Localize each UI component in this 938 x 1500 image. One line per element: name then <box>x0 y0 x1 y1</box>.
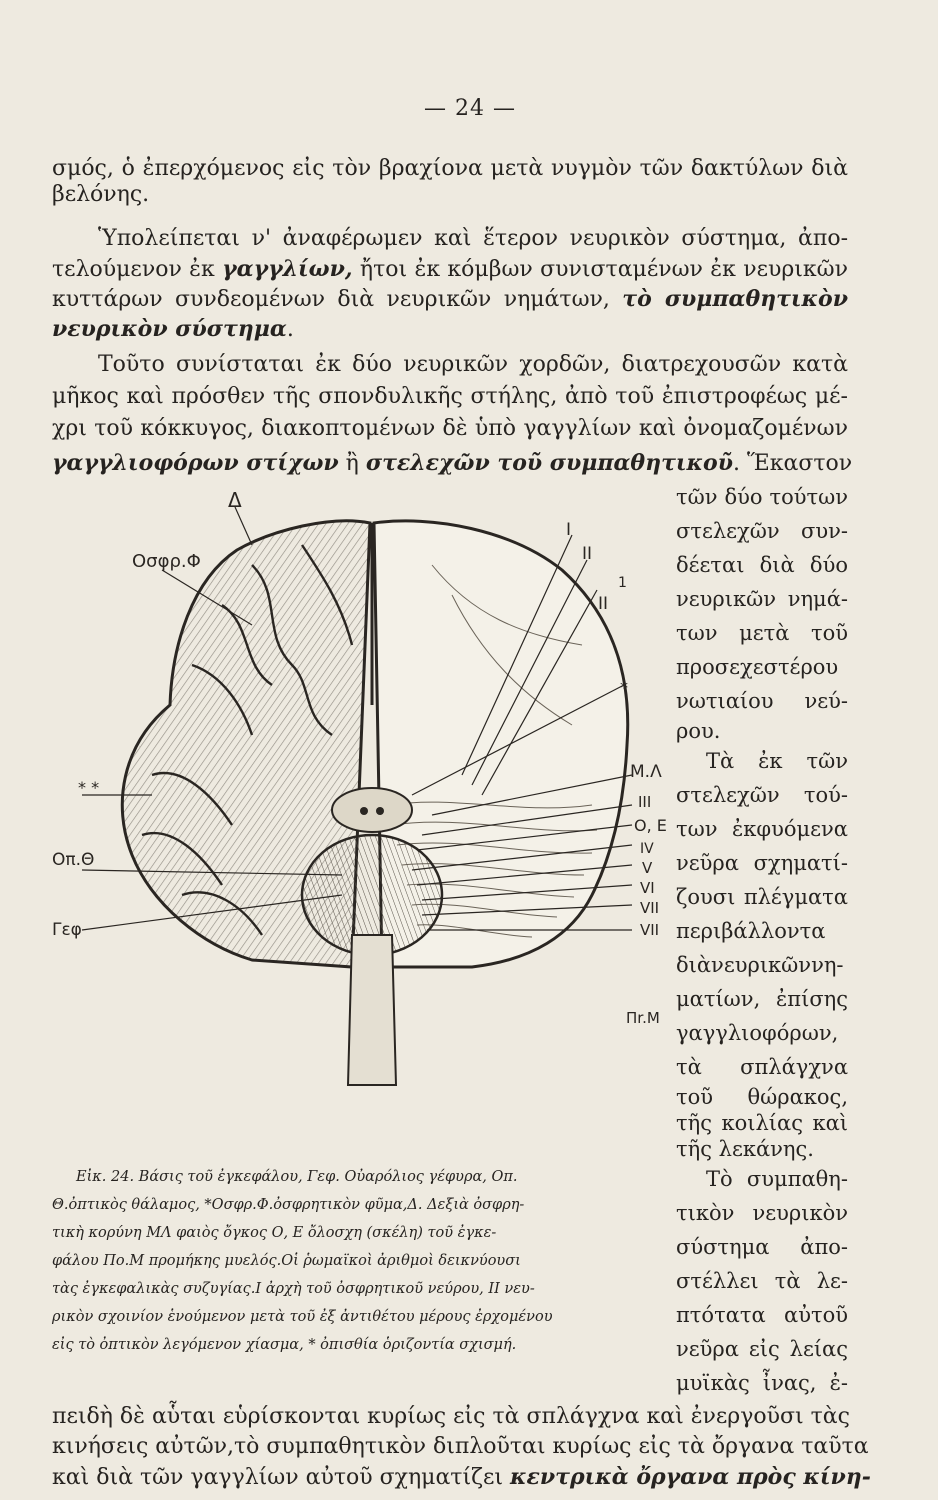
figure-caption-line: φάλου Πο.Μ προμήκης μυελός.Οἱ ῥωμαϊκοὶ ἀριθμοὶ δεικνύουσι <box>52 1253 521 1269</box>
text-line: κινήσεις αὐτῶν,τὸ συμπαθητικὸν διπλοῦται κυρίως εἰς τὰ ὄργανα ταῦτα <box>52 1434 869 1459</box>
side-text-line: τὰ σπλάγχνα <box>676 1055 848 1079</box>
text-line: μῆκος καὶ πρόσθεν τῆς σπονδυλικῆς στήλης, ἀπὸ τοῦ ἐπιστροφέως μέ- <box>52 384 848 409</box>
side-text-line: στελεχῶν τού- <box>676 783 848 807</box>
text-line: γαγγλιοφόρων στίχων ἢ στελεχῶν τοῦ συμπαθητικοῦ. Ἕκαστον <box>52 450 853 476</box>
figure-caption-line: Εἰκ. 24. Βάσις τοῦ ἐγκεφάλου, Γεφ. Οὐαρόλιος γέφυρα, Οπ. <box>76 1169 518 1185</box>
label-delta: Δ <box>228 488 242 512</box>
label-stars-left: * * <box>78 778 100 797</box>
figure-caption-line: ρικὸν σχοινίον ἑνούμενον μετὰ τοῦ ἐξ ἀντιθέτου μέρους ἐρχομένου <box>52 1309 553 1325</box>
label-olfactory-tubercle: Οσφρ.Φ <box>132 551 201 572</box>
label-star: * <box>620 678 628 697</box>
label-VI: VI <box>640 879 655 897</box>
side-text-line: περιβάλλοντα <box>676 919 826 943</box>
label-II: II <box>582 544 593 564</box>
side-text-line: ζουσι πλέγματα <box>676 885 848 909</box>
side-text-line: ρου. <box>676 719 721 743</box>
label-II-prime: II <box>598 594 609 614</box>
side-text-line: νωτιαίου νεύ- <box>676 689 848 713</box>
side-text-line: προσεχεστέρου <box>676 655 839 679</box>
emphasis-central-organs: κεντρικὰ ὄργανα πρὸς κίνη- <box>510 1464 871 1490</box>
side-text-line: Τὸ συμπαθη- <box>706 1167 848 1191</box>
text-line: Ὑπολείπεται ν' ἀναφέρωμεν καὶ ἕτερον νευρικὸν σύστημα, ἀπο- <box>98 226 848 251</box>
figure-caption-line: τὰς ἐγκεφαλικὰς συζυγίας.I ἀρχὴ τοῦ ὀσφρητικοῦ νεύρου, II νευ- <box>52 1281 535 1297</box>
label-ML: Μ.Λ <box>630 762 662 782</box>
optic-chiasm <box>332 788 412 832</box>
text-line: βελόνης. <box>52 182 150 207</box>
emphasis-sympathetic-trunks: στελεχῶν τοῦ συμπαθητικοῦ <box>365 450 733 476</box>
emphasis-ganglion: γαγγλίων, <box>222 256 353 282</box>
label-IV: IV <box>640 841 654 857</box>
side-text-line: τῆς λεκάνης. <box>676 1137 814 1161</box>
side-text-line: τῶν δύο τούτων <box>676 485 848 509</box>
side-text-line: τικὸν νευρικὸν <box>676 1201 848 1225</box>
side-text-line: νεῦρα σχηματί- <box>676 851 848 875</box>
text-line: σμός, ὁ ἐπερχόμενος εἰς τὸν βραχίονα μετὰ νυγμὸν τῶν δακτύλων διὰ <box>52 156 848 181</box>
side-text-line: νεῦρα εἰς λείας <box>676 1337 848 1361</box>
side-text-line: πτότατα αὐτοῦ <box>676 1303 848 1327</box>
figure-caption-line: Θ.ὀπτικὸς θάλαμος, *Οσφρ.Φ.ὀσφρητικὸν φῦμα,Δ. Δεξιὰ ὀσφρη- <box>52 1197 525 1213</box>
side-text-line: των μετὰ τοῦ <box>676 621 848 645</box>
side-text-line: στελεχῶν συν- <box>676 519 848 543</box>
label-VII-second: VII <box>640 921 660 939</box>
label-OE: Ο, Ε <box>634 816 667 835</box>
side-text-line: τοῦ θώρακος, <box>676 1085 848 1109</box>
text-line: πειδὴ δὲ αὗται εὑρίσκονται κυρίως εἰς τὰ σπλάγχνα καὶ ἐνεργοῦσι τὰς <box>52 1404 850 1429</box>
text-line: νευρικὸν σύστημα. <box>52 316 294 342</box>
text-line: τελούμενον ἐκ γαγγλίων, ἤτοι ἐκ κόμβων συνισταμένων ἐκ νευρικῶν <box>52 256 848 282</box>
side-text-line: ματίων, ἐπίσης <box>676 987 848 1011</box>
text-line: καὶ διὰ τῶν γαγγλίων αὐτοῦ σχηματίζει κεντρικὰ ὄργανα πρὸς κίνη- <box>52 1464 871 1490</box>
label-superscript-1: 1 <box>618 575 627 591</box>
label-optic-thalamus: Οπ.Θ <box>52 850 95 870</box>
label-III: III <box>638 793 652 811</box>
label-VII: VII <box>640 899 660 917</box>
text-line: Τοῦτο συνίσταται ἐκ δύο νευρικῶν χορδῶν, διατρεχουσῶν κατὰ <box>98 352 848 377</box>
side-text-line: μυϊκὰς ἶνας, ἐ- <box>676 1371 848 1395</box>
figure-caption-line: εἰς τὸ ὀπτικὸν λεγόμενον χίασμα, * ὀπισθία ὁριζοντία σχισμή. <box>52 1337 517 1353</box>
label-pons: Γεφ <box>52 920 82 940</box>
side-text-line: διὰνευρικῶννη- <box>676 953 844 977</box>
label-I: I <box>566 520 572 540</box>
side-text-line: Τὰ ἐκ τῶν <box>706 749 848 773</box>
side-text-line: δέεται διὰ δύο <box>676 553 848 577</box>
brain-base-figure <box>52 475 674 1027</box>
text-line: χρι τοῦ κόκκυγος, διακοπτομένων δὲ ὑπὸ γαγγλίων καὶ ὀνομαζομένων <box>52 416 848 441</box>
emphasis-nervous-system: νευρικὸν σύστημα <box>52 316 287 342</box>
figure-caption-line: τικὴ κορύνη ΜΛ φαιὸς ὄγκος Ο, Ε ὄλοσχη (σκέλη) τοῦ ἐγκε- <box>52 1225 497 1241</box>
side-text-line: γαγγλιοφόρων, <box>676 1021 839 1045</box>
medulla <box>348 935 396 1085</box>
side-text-line: των ἐκφυόμενα <box>676 817 848 841</box>
label-medulla: Πr.Μ <box>626 1009 660 1027</box>
emphasis-sympathetic: τὸ συμπαθητικὸν <box>622 286 848 312</box>
side-text-line: νευρικῶν νημά- <box>676 587 848 611</box>
side-text-line: στέλλει τὰ λε- <box>676 1269 848 1293</box>
page-number: — 24 — <box>424 96 516 121</box>
side-text-line: τῆς κοιλίας καὶ <box>676 1111 848 1135</box>
emphasis-ganglion-rows: γαγγλιοφόρων στίχων <box>52 450 339 476</box>
label-V: V <box>642 859 653 877</box>
text-line: κυττάρων συνδεομένων διὰ νευρικῶν νημάτων, τὸ συμπαθητικὸν <box>52 286 848 312</box>
side-text-line: σύστημα ἀπο- <box>676 1235 848 1259</box>
